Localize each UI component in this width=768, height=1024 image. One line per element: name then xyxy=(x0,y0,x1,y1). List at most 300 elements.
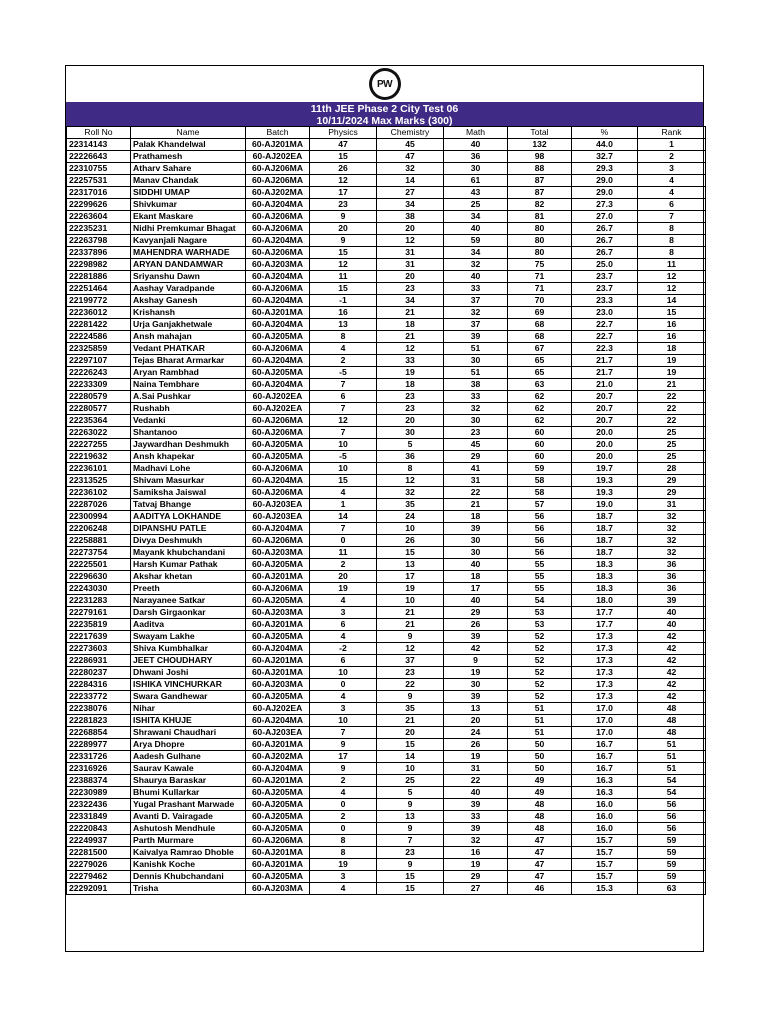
cell-percent: 22.3 xyxy=(572,343,638,355)
cell-percent: 19.3 xyxy=(572,475,638,487)
cell-chemistry: 17 xyxy=(377,571,444,583)
cell-roll-no: 22310755 xyxy=(67,163,131,175)
cell-rank: 29 xyxy=(638,475,706,487)
cell-name: Vedanki xyxy=(131,415,246,427)
table-row xyxy=(67,559,706,571)
logo-text: PW xyxy=(372,71,398,97)
cell-percent: 27.3 xyxy=(572,199,638,211)
table-row xyxy=(67,247,706,259)
cell-physics: 12 xyxy=(310,175,377,187)
cell-chemistry: 9 xyxy=(377,691,444,703)
column-header-physics: Physics xyxy=(310,127,377,139)
cell-batch: 60-AJ202MA xyxy=(246,751,310,763)
logo-row xyxy=(66,66,703,102)
cell-math: 22 xyxy=(444,487,508,499)
cell-chemistry: 25 xyxy=(377,775,444,787)
cell-physics: 8 xyxy=(310,835,377,847)
cell-math: 27 xyxy=(444,883,508,895)
cell-physics: 2 xyxy=(310,559,377,571)
cell-roll-no: 22226643 xyxy=(67,151,131,163)
column-header-percent: % xyxy=(572,127,638,139)
cell-total: 65 xyxy=(508,355,572,367)
cell-total: 56 xyxy=(508,535,572,547)
cell-physics: -1 xyxy=(310,295,377,307)
cell-percent: 18.3 xyxy=(572,571,638,583)
cell-batch: 60-AJ204MA xyxy=(246,715,310,727)
cell-math: 33 xyxy=(444,391,508,403)
cell-percent: 16.7 xyxy=(572,751,638,763)
cell-math: 40 xyxy=(444,559,508,571)
cell-percent: 17.7 xyxy=(572,607,638,619)
cell-name: Harsh Kumar Pathak xyxy=(131,559,246,571)
cell-roll-no: 22273754 xyxy=(67,547,131,559)
cell-name: Kanishk Koche xyxy=(131,859,246,871)
cell-name: Bhumi Kullarkar xyxy=(131,787,246,799)
cell-rank: 7 xyxy=(638,211,706,223)
cell-physics: -5 xyxy=(310,367,377,379)
cell-math: 38 xyxy=(444,379,508,391)
cell-rank: 1 xyxy=(638,139,706,151)
test-title: 11th JEE Phase 2 City Test 06 xyxy=(310,103,459,115)
cell-math: 41 xyxy=(444,463,508,475)
cell-math: 32 xyxy=(444,403,508,415)
cell-rank: 28 xyxy=(638,463,706,475)
cell-rank: 16 xyxy=(638,331,706,343)
cell-physics: 2 xyxy=(310,811,377,823)
cell-total: 75 xyxy=(508,259,572,271)
cell-name: Manav Chandak xyxy=(131,175,246,187)
cell-rank: 22 xyxy=(638,391,706,403)
cell-rank: 19 xyxy=(638,367,706,379)
table-row xyxy=(67,859,706,871)
cell-physics: 9 xyxy=(310,763,377,775)
table-row xyxy=(67,775,706,787)
cell-rank: 42 xyxy=(638,667,706,679)
cell-batch: 60-AJ205MA xyxy=(246,691,310,703)
cell-roll-no: 22296630 xyxy=(67,571,131,583)
cell-percent: 21.7 xyxy=(572,367,638,379)
column-header-batch: Batch xyxy=(246,127,310,139)
cell-batch: 60-AJ206MA xyxy=(246,487,310,499)
cell-total: 55 xyxy=(508,571,572,583)
cell-rank: 32 xyxy=(638,535,706,547)
table-row xyxy=(67,703,706,715)
cell-name: Kavyanjali Nagare xyxy=(131,235,246,247)
title-banner xyxy=(66,102,703,126)
cell-name: Ansh mahajan xyxy=(131,331,246,343)
cell-percent: 18.7 xyxy=(572,547,638,559)
cell-batch: 60-AJ205MA xyxy=(246,823,310,835)
cell-percent: 20.0 xyxy=(572,451,638,463)
cell-roll-no: 22233309 xyxy=(67,379,131,391)
cell-math: 30 xyxy=(444,163,508,175)
cell-total: 51 xyxy=(508,727,572,739)
cell-physics: 14 xyxy=(310,511,377,523)
cell-math: 39 xyxy=(444,823,508,835)
cell-math: 39 xyxy=(444,631,508,643)
cell-rank: 25 xyxy=(638,427,706,439)
cell-math: 39 xyxy=(444,799,508,811)
cell-math: 34 xyxy=(444,211,508,223)
cell-roll-no: 22235231 xyxy=(67,223,131,235)
cell-math: 40 xyxy=(444,595,508,607)
table-row xyxy=(67,523,706,535)
cell-name: ISHIKA VINCHURKAR xyxy=(131,679,246,691)
cell-percent: 20.7 xyxy=(572,415,638,427)
cell-roll-no: 22238076 xyxy=(67,703,131,715)
cell-percent: 20.7 xyxy=(572,403,638,415)
cell-name: Shantanoo xyxy=(131,427,246,439)
cell-math: 29 xyxy=(444,607,508,619)
cell-rank: 32 xyxy=(638,523,706,535)
cell-math: 32 xyxy=(444,307,508,319)
cell-batch: 60-AJ206MA xyxy=(246,247,310,259)
table-row xyxy=(67,739,706,751)
cell-chemistry: 20 xyxy=(377,223,444,235)
cell-batch: 60-AJ203MA xyxy=(246,259,310,271)
cell-math: 19 xyxy=(444,667,508,679)
cell-physics: 6 xyxy=(310,391,377,403)
cell-rank: 8 xyxy=(638,235,706,247)
cell-math: 39 xyxy=(444,691,508,703)
cell-physics: 15 xyxy=(310,247,377,259)
cell-name: ISHITA KHUJE xyxy=(131,715,246,727)
cell-batch: 60-AJ205MA xyxy=(246,451,310,463)
cell-chemistry: 10 xyxy=(377,595,444,607)
cell-name: Aashay Varadpande xyxy=(131,283,246,295)
cell-roll-no: 22236101 xyxy=(67,463,131,475)
cell-physics: 1 xyxy=(310,499,377,511)
cell-rank: 4 xyxy=(638,175,706,187)
cell-roll-no: 22286931 xyxy=(67,655,131,667)
cell-roll-no: 22263798 xyxy=(67,235,131,247)
cell-physics: 26 xyxy=(310,163,377,175)
cell-roll-no: 22331849 xyxy=(67,811,131,823)
cell-roll-no: 22337896 xyxy=(67,247,131,259)
cell-roll-no: 22268854 xyxy=(67,727,131,739)
table-row xyxy=(67,223,706,235)
cell-total: 68 xyxy=(508,319,572,331)
cell-total: 87 xyxy=(508,187,572,199)
table-row xyxy=(67,151,706,163)
table-row xyxy=(67,595,706,607)
table-row xyxy=(67,487,706,499)
cell-batch: 60-AJ201MA xyxy=(246,667,310,679)
cell-math: 45 xyxy=(444,439,508,451)
cell-physics: 4 xyxy=(310,787,377,799)
cell-name: Akshar khetan xyxy=(131,571,246,583)
cell-percent: 18.0 xyxy=(572,595,638,607)
cell-total: 81 xyxy=(508,211,572,223)
table-row xyxy=(67,295,706,307)
cell-roll-no: 22220843 xyxy=(67,823,131,835)
cell-batch: 60-AJ205MA xyxy=(246,799,310,811)
cell-total: 52 xyxy=(508,691,572,703)
cell-name: Vedant PHATKAR xyxy=(131,343,246,355)
cell-chemistry: 9 xyxy=(377,631,444,643)
cell-math: 13 xyxy=(444,703,508,715)
cell-name: Ansh khapekar xyxy=(131,451,246,463)
cell-math: 39 xyxy=(444,523,508,535)
cell-chemistry: 23 xyxy=(377,847,444,859)
cell-rank: 29 xyxy=(638,487,706,499)
cell-chemistry: 9 xyxy=(377,859,444,871)
cell-name: Palak Khandelwal xyxy=(131,139,246,151)
cell-name: Shiva Kumbhalkar xyxy=(131,643,246,655)
cell-physics: 7 xyxy=(310,523,377,535)
cell-percent: 19.0 xyxy=(572,499,638,511)
cell-math: 30 xyxy=(444,535,508,547)
cell-batch: 60-AJ201MA xyxy=(246,139,310,151)
cell-physics: 3 xyxy=(310,703,377,715)
cell-chemistry: 12 xyxy=(377,475,444,487)
cell-math: 19 xyxy=(444,751,508,763)
cell-roll-no: 22298982 xyxy=(67,259,131,271)
cell-physics: -5 xyxy=(310,451,377,463)
cell-percent: 20.0 xyxy=(572,427,638,439)
cell-math: 22 xyxy=(444,775,508,787)
cell-percent: 19.7 xyxy=(572,463,638,475)
cell-batch: 60-AJ206MA xyxy=(246,175,310,187)
cell-percent: 22.7 xyxy=(572,319,638,331)
cell-roll-no: 22258881 xyxy=(67,535,131,547)
cell-percent: 23.7 xyxy=(572,271,638,283)
cell-chemistry: 12 xyxy=(377,235,444,247)
cell-rank: 25 xyxy=(638,439,706,451)
cell-batch: 60-AJ202EA xyxy=(246,151,310,163)
cell-total: 53 xyxy=(508,619,572,631)
table-row xyxy=(67,691,706,703)
cell-rank: 4 xyxy=(638,187,706,199)
cell-roll-no: 22325859 xyxy=(67,343,131,355)
cell-name: Urja Ganjakhetwale xyxy=(131,319,246,331)
column-header-name: Name xyxy=(131,127,246,139)
cell-total: 67 xyxy=(508,343,572,355)
cell-rank: 8 xyxy=(638,247,706,259)
cell-roll-no: 22236102 xyxy=(67,487,131,499)
table-row xyxy=(67,763,706,775)
cell-chemistry: 19 xyxy=(377,583,444,595)
cell-math: 30 xyxy=(444,415,508,427)
cell-batch: 60-AJ205MA xyxy=(246,811,310,823)
cell-rank: 32 xyxy=(638,547,706,559)
cell-batch: 60-AJ205MA xyxy=(246,559,310,571)
cell-chemistry: 24 xyxy=(377,511,444,523)
cell-batch: 60-AJ201MA xyxy=(246,655,310,667)
cell-name: Avanti D. Vairagade xyxy=(131,811,246,823)
table-row xyxy=(67,679,706,691)
cell-batch: 60-AJ201MA xyxy=(246,775,310,787)
cell-rank: 21 xyxy=(638,379,706,391)
cell-percent: 23.0 xyxy=(572,307,638,319)
cell-chemistry: 12 xyxy=(377,343,444,355)
cell-total: 47 xyxy=(508,859,572,871)
table-row xyxy=(67,847,706,859)
cell-name: Kaivalya Ramrao Dhoble xyxy=(131,847,246,859)
cell-physics: 11 xyxy=(310,547,377,559)
cell-math: 30 xyxy=(444,547,508,559)
cell-name: Ashutosh Mendhule xyxy=(131,823,246,835)
cell-chemistry: 21 xyxy=(377,307,444,319)
cell-name: A.Sai Pushkar xyxy=(131,391,246,403)
cell-batch: 60-AJ205MA xyxy=(246,367,310,379)
cell-roll-no: 22314143 xyxy=(67,139,131,151)
cell-rank: 56 xyxy=(638,811,706,823)
table-row xyxy=(67,451,706,463)
cell-name: Ekant Maskare xyxy=(131,211,246,223)
table-row xyxy=(67,427,706,439)
cell-percent: 26.7 xyxy=(572,223,638,235)
cell-math: 59 xyxy=(444,235,508,247)
cell-total: 52 xyxy=(508,643,572,655)
cell-math: 18 xyxy=(444,571,508,583)
cell-chemistry: 13 xyxy=(377,559,444,571)
cell-roll-no: 22263604 xyxy=(67,211,131,223)
cell-rank: 59 xyxy=(638,835,706,847)
cell-batch: 60-AJ206MA xyxy=(246,211,310,223)
cell-batch: 60-AJ205MA xyxy=(246,787,310,799)
cell-chemistry: 8 xyxy=(377,463,444,475)
cell-math: 40 xyxy=(444,223,508,235)
cell-batch: 60-AJ206MA xyxy=(246,835,310,847)
cell-physics: 6 xyxy=(310,655,377,667)
table-row xyxy=(67,319,706,331)
cell-batch: 60-AJ203MA xyxy=(246,679,310,691)
cell-total: 52 xyxy=(508,655,572,667)
cell-percent: 16.0 xyxy=(572,811,638,823)
cell-math: 31 xyxy=(444,763,508,775)
cell-total: 132 xyxy=(508,139,572,151)
cell-percent: 25.0 xyxy=(572,259,638,271)
cell-math: 40 xyxy=(444,787,508,799)
cell-math: 42 xyxy=(444,643,508,655)
cell-batch: 60-AJ205MA xyxy=(246,595,310,607)
cell-physics: 9 xyxy=(310,235,377,247)
table-row xyxy=(67,499,706,511)
cell-batch: 60-AJ204MA xyxy=(246,763,310,775)
cell-physics: 4 xyxy=(310,883,377,895)
cell-rank: 2 xyxy=(638,151,706,163)
cell-name: Saurav Kawale xyxy=(131,763,246,775)
cell-total: 47 xyxy=(508,871,572,883)
table-row xyxy=(67,655,706,667)
cell-name: Nihar xyxy=(131,703,246,715)
cell-physics: 9 xyxy=(310,739,377,751)
column-header-total: Total xyxy=(508,127,572,139)
cell-math: 24 xyxy=(444,727,508,739)
cell-name: Madhavi Lohe xyxy=(131,463,246,475)
table-row xyxy=(67,619,706,631)
cell-math: 51 xyxy=(444,367,508,379)
cell-total: 57 xyxy=(508,499,572,511)
cell-name: JEET CHOUDHARY xyxy=(131,655,246,667)
table-row xyxy=(67,811,706,823)
cell-total: 62 xyxy=(508,403,572,415)
cell-name: Divya Deshmukh xyxy=(131,535,246,547)
cell-chemistry: 45 xyxy=(377,139,444,151)
table-row xyxy=(67,235,706,247)
cell-total: 56 xyxy=(508,547,572,559)
cell-batch: 60-AJ204MA xyxy=(246,379,310,391)
cell-physics: 4 xyxy=(310,595,377,607)
cell-roll-no: 22281500 xyxy=(67,847,131,859)
cell-physics: -2 xyxy=(310,643,377,655)
cell-total: 60 xyxy=(508,439,572,451)
cell-batch: 60-AJ202EA xyxy=(246,403,310,415)
cell-name: AADITYA LOKHANDE xyxy=(131,511,246,523)
cell-chemistry: 12 xyxy=(377,643,444,655)
cell-chemistry: 15 xyxy=(377,871,444,883)
cell-math: 32 xyxy=(444,835,508,847)
cell-name: MAHENDRA WARHADE xyxy=(131,247,246,259)
cell-percent: 21.7 xyxy=(572,355,638,367)
cell-physics: 10 xyxy=(310,667,377,679)
cell-rank: 48 xyxy=(638,715,706,727)
cell-total: 49 xyxy=(508,775,572,787)
cell-rank: 59 xyxy=(638,871,706,883)
cell-math: 40 xyxy=(444,139,508,151)
cell-rank: 42 xyxy=(638,643,706,655)
cell-physics: 2 xyxy=(310,355,377,367)
cell-rank: 14 xyxy=(638,295,706,307)
cell-roll-no: 22243030 xyxy=(67,583,131,595)
table-row xyxy=(67,439,706,451)
cell-roll-no: 22388374 xyxy=(67,775,131,787)
cell-roll-no: 22249937 xyxy=(67,835,131,847)
cell-name: Krishansh xyxy=(131,307,246,319)
cell-batch: 60-AJ203EA xyxy=(246,511,310,523)
cell-math: 19 xyxy=(444,859,508,871)
cell-name: Shrawani Chaudhari xyxy=(131,727,246,739)
cell-total: 51 xyxy=(508,703,572,715)
table-row xyxy=(67,715,706,727)
cell-rank: 51 xyxy=(638,763,706,775)
table-row xyxy=(67,475,706,487)
cell-rank: 3 xyxy=(638,163,706,175)
cell-total: 80 xyxy=(508,247,572,259)
cell-roll-no: 22317016 xyxy=(67,187,131,199)
cell-total: 71 xyxy=(508,283,572,295)
cell-rank: 42 xyxy=(638,631,706,643)
cell-roll-no: 22280579 xyxy=(67,391,131,403)
cell-batch: 60-AJ201MA xyxy=(246,847,310,859)
cell-chemistry: 23 xyxy=(377,391,444,403)
cell-chemistry: 32 xyxy=(377,487,444,499)
cell-rank: 32 xyxy=(638,511,706,523)
test-date-marks: 10/11/2024 Max Marks (300) xyxy=(316,115,453,127)
cell-chemistry: 31 xyxy=(377,259,444,271)
cell-name: Preeth xyxy=(131,583,246,595)
cell-roll-no: 22226243 xyxy=(67,367,131,379)
cell-percent: 18.7 xyxy=(572,511,638,523)
cell-percent: 29.3 xyxy=(572,163,638,175)
cell-batch: 60-AJ204MA xyxy=(246,319,310,331)
table-row xyxy=(67,571,706,583)
cell-math: 17 xyxy=(444,583,508,595)
cell-rank: 12 xyxy=(638,271,706,283)
cell-total: 71 xyxy=(508,271,572,283)
cell-physics: 11 xyxy=(310,271,377,283)
table-row xyxy=(67,379,706,391)
cell-chemistry: 21 xyxy=(377,619,444,631)
cell-percent: 17.0 xyxy=(572,727,638,739)
cell-chemistry: 21 xyxy=(377,331,444,343)
cell-roll-no: 22281823 xyxy=(67,715,131,727)
cell-chemistry: 34 xyxy=(377,199,444,211)
cell-chemistry: 47 xyxy=(377,151,444,163)
cell-percent: 15.7 xyxy=(572,871,638,883)
cell-batch: 60-AJ201MA xyxy=(246,859,310,871)
